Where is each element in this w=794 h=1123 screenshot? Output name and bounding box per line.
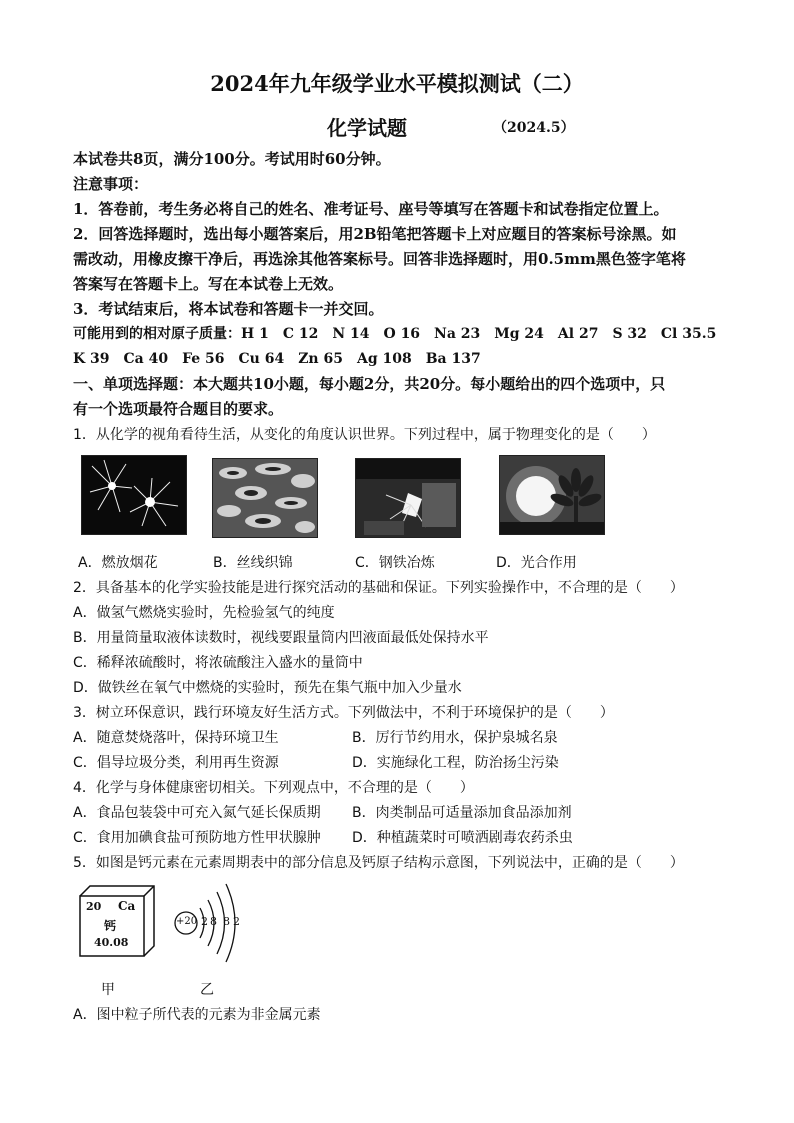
q1-stem: 1．从化学的视角看待生活，从变化的角度认识世界。下列过程中，属于物理变化的是（ ） <box>73 427 656 443</box>
element-symbol: Ca <box>118 899 136 913</box>
silk-brocade-photo <box>212 458 318 538</box>
q3-option-d[interactable]: D．实施绿化工程，防治扬尘污染 <box>352 755 559 771</box>
sparkler-photo <box>81 455 187 535</box>
shell-2-electrons: 8 <box>210 915 217 928</box>
q4-option-c[interactable]: C．食用加碘食盐可预防地方性甲状腺肿 <box>73 830 321 846</box>
atomic-mass: 40.08 <box>94 936 129 949</box>
shell-1-electrons: 2 <box>201 915 208 928</box>
q5-stem: 5．如图是钙元素在元素周期表中的部分信息及钙原子结构示意图，下列说法中，正确的是（ ） <box>73 855 684 871</box>
atomic-masses-line-2: K 39 Ca 40 Fe 56 Cu 64 Zn 65 Ag 108 Ba 137 <box>73 351 481 367</box>
q4-stem: 4．化学与身体健康密切相关。下列观点中，不合理的是（ ） <box>73 780 474 796</box>
calcium-atom-structure <box>168 880 252 966</box>
exam-subtitle: 化学试题 <box>327 116 407 140</box>
notes-title: 注意事项： <box>73 175 149 193</box>
nucleus-charge: +20 <box>176 916 198 927</box>
note-2-line-3: 答案写在答题卡上。写在本试卷上无效。 <box>73 275 344 293</box>
q1-option-d[interactable]: D．光合作用 <box>496 555 577 571</box>
q2-option-b[interactable]: B．用量筒量取液体读数时，视线要跟量筒内凹液面最低处保持水平 <box>73 630 489 646</box>
note-2-line-2: 需改动，用橡皮擦干净后，再选涂其他答案标号。回答非选择题时，用0.5mm黑色签字笔将 <box>73 250 686 268</box>
q2-option-a[interactable]: A．做氢气燃烧实验时，先检验氢气的纯度 <box>73 605 335 621</box>
calcium-periodic-cell <box>76 882 158 960</box>
q1-option-b[interactable]: B．丝线织锦 <box>213 555 293 571</box>
note-3: 3．考试结束后，将本试卷和答题卡一并交回。 <box>73 300 384 318</box>
element-name: 钙 <box>104 919 117 933</box>
q3-option-a[interactable]: A．随意焚烧落叶，保持环境卫生 <box>73 730 279 746</box>
atomic-number: 20 <box>86 900 102 913</box>
note-2-line-1: 2．回答选择题时，选出每小题答案后，用2B铅笔把答题卡上对应题目的答案标号涂黑。如 <box>73 225 677 243</box>
note-1: 1．答卷前，考生务必将自己的姓名、准考证号、座号等填写在答题卡和试卷指定位置上。 <box>73 200 669 218</box>
q3-option-b[interactable]: B．厉行节约用水，保护泉城名泉 <box>352 730 558 746</box>
q3-option-c[interactable]: C．倡导垃圾分类，利用再生资源 <box>73 755 279 771</box>
q4-option-a[interactable]: A．食品包装袋中可充入氮气延长保质期 <box>73 805 321 821</box>
q2-option-d[interactable]: D．做铁丝在氧气中燃烧的实验时，预先在集气瓶中加入少量水 <box>73 680 462 696</box>
q1-option-c[interactable]: C．钢铁冶炼 <box>355 555 435 571</box>
figure-label-yi: 乙 <box>200 982 214 998</box>
atomic-masses-line-1: 可能用到的相对原子质量：H 1 C 12 N 14 O 16 Na 23 Mg 24 Al 27 S 32 Cl 35.5 <box>73 326 717 342</box>
section-1-heading-cont: 有一个选项最符合题目的要求。 <box>73 400 284 418</box>
exam-title: 2024年九年级学业水平模拟测试（二） <box>210 71 584 96</box>
q2-stem: 2．具备基本的化学实验技能是进行探究活动的基础和保证。下列实验操作中，不合理的是（ ） <box>73 580 684 596</box>
q2-option-c[interactable]: C．稀释浓硫酸时，将浓硫酸注入盛水的量筒中 <box>73 655 363 671</box>
q4-option-b[interactable]: B．肉类制品可适量添加食品添加剂 <box>352 805 572 821</box>
exam-info: 本试卷共8页，满分100分。考试用时60分钟。 <box>73 150 391 168</box>
steel-smelting-photo <box>355 458 461 538</box>
q4-option-d[interactable]: D．种植蔬菜时可喷洒剧毒农药杀虫 <box>352 830 573 846</box>
shell-3-electrons: 8 <box>223 915 230 928</box>
figure-label-jia: 甲 <box>101 982 115 998</box>
exam-date: （2024.5） <box>493 120 575 136</box>
q5-option-a[interactable]: A．图中粒子所代表的元素为非金属元素 <box>73 1007 321 1023</box>
q1-option-a[interactable]: A．燃放烟花 <box>78 555 158 571</box>
shell-4-electrons: 2 <box>233 915 240 928</box>
photosynthesis-photo <box>499 455 605 535</box>
q3-stem: 3．树立环保意识，践行环境友好生活方式。下列做法中，不利于环境保护的是（ ） <box>73 705 614 721</box>
section-1-heading: 一、单项选择题：本大题共10小题，每小题2分，共20分。每小题给出的四个选项中，只 <box>73 375 666 393</box>
